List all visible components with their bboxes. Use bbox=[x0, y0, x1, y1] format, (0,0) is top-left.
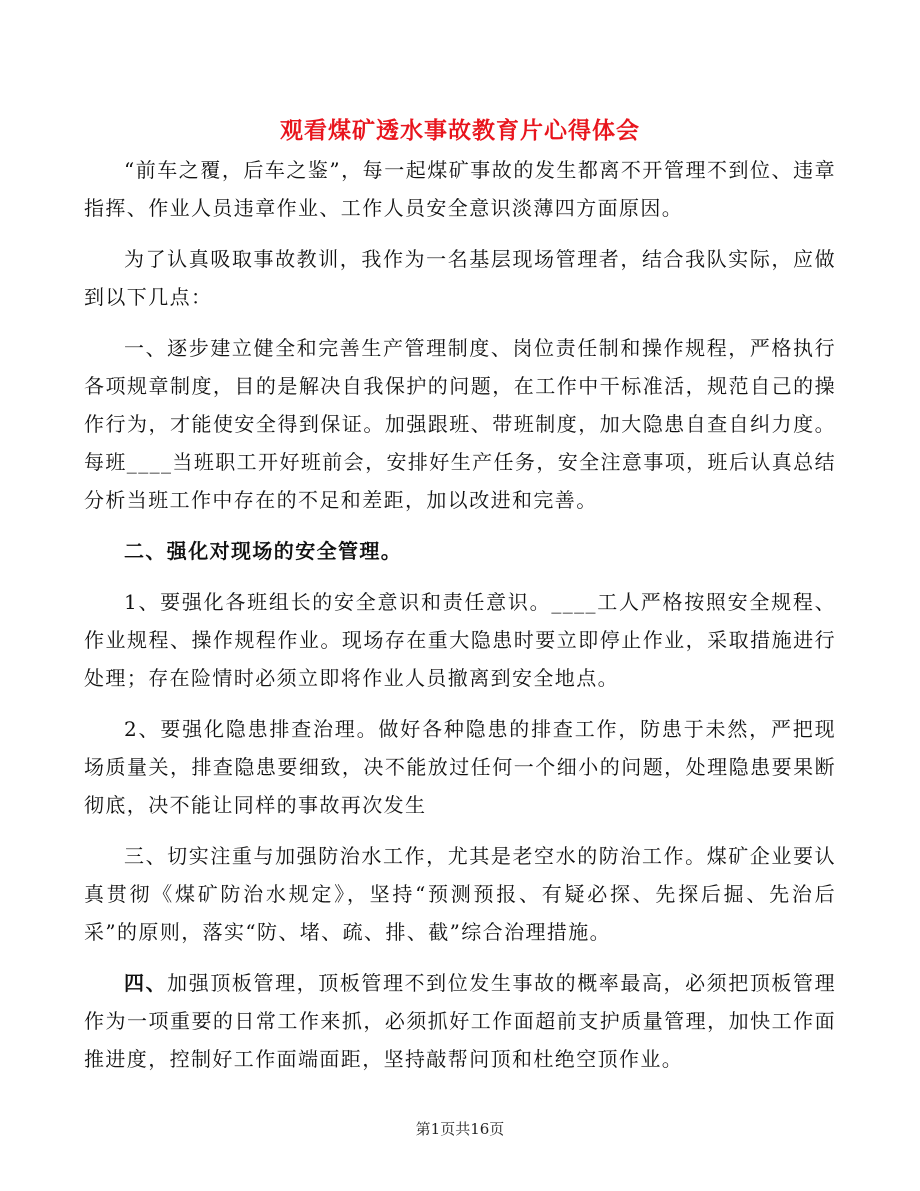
paragraph-item-two: 2、要强化隐患排查治理。做好各种隐患的排查工作，防患于未然，严把现场质量关，排查隐患要细致，决不能放过任何一个细小的问题，处理隐患要果断彻底，决不能让同样的事故再次发生 bbox=[84, 717, 836, 817]
paragraph-intro: “前车之覆，后车之鉴”，每一起煤矿事故的发生都离不开管理不到位、违章指挥、作业人员违章作业、工作人员安全意识淡薄四方面原因。 bbox=[84, 158, 836, 220]
paragraph-point-one: 一、逐步建立健全和完善生产管理制度、岗位责任制和操作规程，严格执行各项规章制度，目的是解决自我保护的问题，在工作中干标准活，规范自己的操作行为，才能使安全得到保证。加强跟班、带班制度，加大隐患自查自纠力度。每班____当班职工开好班前会，安排好生产任务，安全注意事项，班后认真总结分析当班工作中存在的不足和差距，加以改进和完善。 bbox=[84, 336, 836, 512]
document-title: 观看煤矿透水事故教育片心得体会 bbox=[280, 117, 640, 144]
point-four-text: 加强顶板管理，顶板管理不到位发生事故的概率最高，必须把顶板管理作为一项重要的日常工作来抓，必须抓好工作面超前支护质量管理，加快工作面推进度，控制好工作面端面距，坚持敲帮问顶和杜绝空顶作业。 bbox=[84, 971, 836, 1071]
document-body bbox=[84, 151, 836, 1078]
section-heading-two: 二、强化对现场的安全管理。 bbox=[124, 539, 403, 563]
paragraph-purpose: 为了认真吸取事故教训，我作为一名基层现场管理者，结合我队实际，应做到以下几点： bbox=[84, 247, 836, 309]
paragraph-point-four bbox=[84, 964, 836, 1078]
paragraph-point-three: 三、切实注重与加强防治水工作，尤其是老空水的防治工作。煤矿企业要认真贯彻《煤矿防治水规定》，坚持“预测预报、有疑必探、先探后掘、先治后采”的原则，落实“防、堵、疏、排、截”综合治理措施。 bbox=[84, 844, 836, 944]
point-four-lead: 四、 bbox=[124, 971, 168, 995]
page-number-footer: 第1页共16页 bbox=[415, 1120, 505, 1138]
paragraph-item-one: 1、要强化各班组长的安全意识和责任意识。____工人严格按照安全规程、作业规程、操作规程作业。现场存在重大隐患时要立即停止作业，采取措施进行处理；存在险情时必须立即将作业人员撤离到安全地点。 bbox=[84, 590, 836, 690]
